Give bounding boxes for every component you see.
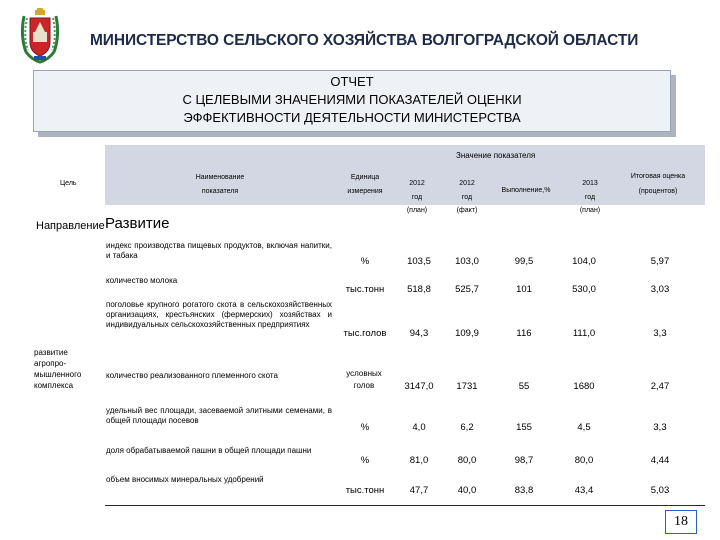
row-5-name: удельный вес площади, засеваемой элитными семенами, в общей площади посевов <box>106 406 332 426</box>
row-1-plan2013: 104,0 <box>572 256 596 267</box>
row-3-fact2012: 109,9 <box>455 328 479 339</box>
row-3-name: поголовье крупного рогатого скота в сельскохозяйственных организациях, крестьянских (фермерских) хозяйствах и индивидуальных сельскохозяйственных предприятиях <box>106 300 332 330</box>
row-1-plan2012: 103,5 <box>407 256 431 267</box>
header-unit-line2: измерения <box>347 188 383 195</box>
row-5-fact2012: 6,2 <box>460 422 474 433</box>
header-2013-plan-year: 2013 <box>582 180 598 187</box>
report-title-line-3: ЭФФЕКТИВНОСТИ ДЕЯТЕЛЬНОСТИ МИНИСТЕРСТВА <box>183 110 521 125</box>
row-4-plan2013: 1680 <box>573 381 595 392</box>
row-3-score: 3,3 <box>653 328 667 339</box>
header-goal: Цель <box>60 180 77 187</box>
table-bottom-rule <box>105 505 705 506</box>
row-5-unit: % <box>360 422 370 433</box>
header-name-line2: показателя <box>201 188 239 195</box>
row-2-fact2012: 525,7 <box>455 284 479 295</box>
row-7-fact2012: 40,0 <box>457 485 477 496</box>
report-title-box <box>33 70 671 132</box>
row-2-execution: 101 <box>516 284 532 295</box>
row-7-plan2013: 43,4 <box>574 485 594 496</box>
row-2-name: количество молока <box>106 276 178 285</box>
row-4-score: 2,47 <box>650 381 670 392</box>
row-3-plan2012: 94,3 <box>409 328 429 339</box>
row-5-score: 3,3 <box>653 422 667 433</box>
row-4-fact2012: 1731 <box>456 381 478 392</box>
row-6-fact2012: 80,0 <box>457 455 477 466</box>
row-6-unit: % <box>360 455 370 466</box>
ministry-title: МИНИСТЕРСТВО СЕЛЬСКОГО ХОЗЯЙСТВА ВОЛГОГРАДСКОЙ ОБЛАСТИ <box>90 32 639 49</box>
goal-text-line-3: мышленного <box>34 370 82 379</box>
report-title-line-2: С ЦЕЛЕВЫМИ ЗНАЧЕНИЯМИ ПОКАЗАТЕЛЕЙ ОЦЕНКИ <box>182 92 522 107</box>
direction-label: Направление <box>36 220 105 232</box>
row-4-plan2012: 3147,0 <box>404 381 434 392</box>
row-5-execution: 155 <box>516 422 532 433</box>
header-2012-fact-god: год <box>461 194 473 201</box>
header-2013-plan-label: (план) <box>579 207 601 214</box>
page-number: 18 <box>665 510 697 534</box>
header-2012-plan-god: год <box>411 194 423 201</box>
row-2-plan2012: 518,8 <box>407 284 431 295</box>
row-1-fact2012: 103,0 <box>455 256 479 267</box>
row-5-plan2013: 4,5 <box>577 422 591 433</box>
header-2012-plan-label: (план) <box>406 207 428 214</box>
row-2-plan2013: 530,0 <box>572 284 596 295</box>
row-1-unit: % <box>360 256 370 267</box>
row-4-execution: 55 <box>518 381 530 392</box>
row-4-unit-line1: условных <box>346 369 382 378</box>
row-5-plan2012: 4,0 <box>412 422 426 433</box>
row-4-unit-line2: голов <box>353 381 375 390</box>
row-3-unit: тыс.голов <box>343 328 387 339</box>
row-1-name: индекс производства пищевых продуктов, включая напитки, и табака <box>106 241 332 261</box>
row-3-plan2013: 111,0 <box>572 328 596 339</box>
row-6-score: 4,44 <box>650 455 670 466</box>
row-6-name: доля обрабатываемой пашни в общей площади пашни <box>106 446 312 455</box>
row-7-name: объем вносимых минеральных удобрений <box>106 475 264 484</box>
row-3-execution: 116 <box>516 328 532 339</box>
row-4-name: количество реализованного племенного скота <box>106 371 278 380</box>
row-1-execution: 99,5 <box>514 256 534 267</box>
report-title-line-1: ОТЧЕТ <box>330 74 374 89</box>
direction-value: Развитие <box>105 215 170 232</box>
header-execution: Выполнение,% <box>501 187 551 194</box>
header-2012-fact-label: (факт) <box>456 207 478 214</box>
row-6-execution: 98,7 <box>514 455 534 466</box>
row-1-score: 5,97 <box>650 256 670 267</box>
row-2-score: 3,03 <box>650 284 670 295</box>
row-6-plan2012: 81,0 <box>409 455 429 466</box>
header-2012-plan-year: 2012 <box>409 180 425 187</box>
header-final-line2: (процентов) <box>638 188 678 195</box>
row-7-score: 5,03 <box>650 485 670 496</box>
row-6-plan2013: 80,0 <box>574 455 594 466</box>
header-2012-fact-year: 2012 <box>459 180 475 187</box>
header-name-line1: Наименование <box>195 174 245 181</box>
row-7-unit: тыс.тонн <box>345 485 385 496</box>
coat-of-arms-icon <box>18 8 62 64</box>
header-2013-plan-god: год <box>584 194 596 201</box>
header-unit-line1: Единица <box>350 174 380 181</box>
goal-text-line-4: комплекса <box>34 381 74 390</box>
goal-text <box>34 347 81 391</box>
row-7-execution: 83,8 <box>514 485 534 496</box>
goal-text-line-1: развитие <box>34 348 68 357</box>
header-indicator-values: Значение показателя <box>456 151 536 160</box>
row-7-plan2012: 47,7 <box>409 485 429 496</box>
row-2-unit: тыс.тонн <box>345 284 385 295</box>
header-final-line1: Итоговая оценка <box>630 173 686 180</box>
goal-text-line-2: агропро- <box>34 359 67 368</box>
